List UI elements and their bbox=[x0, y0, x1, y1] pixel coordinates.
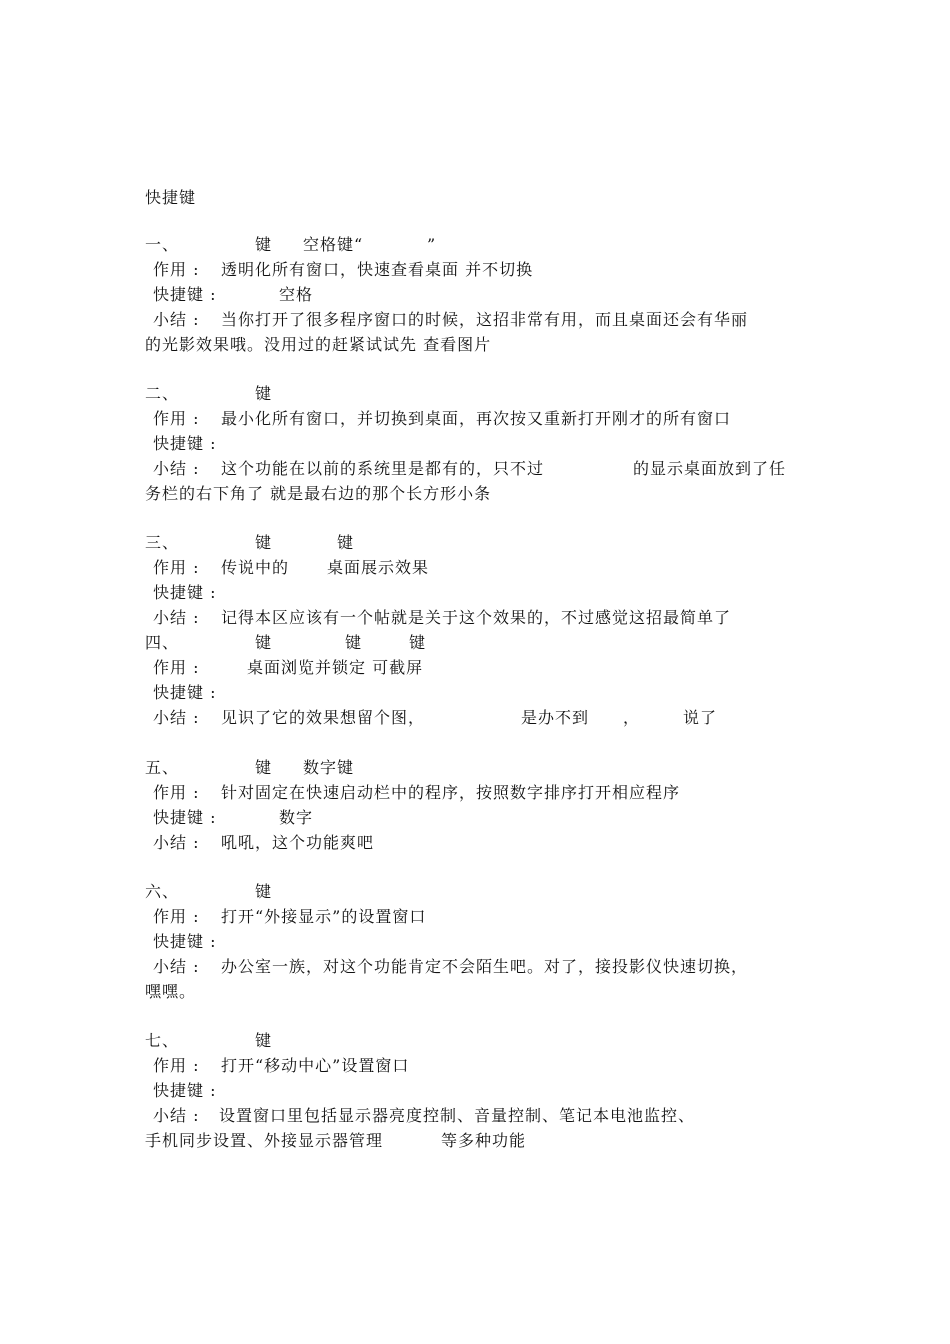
summary-text: 这个功能在以前的系统里是都有的，只不过 bbox=[221, 459, 545, 478]
summary-text: 等多种功能 bbox=[441, 1131, 527, 1150]
summary-text: ， bbox=[623, 708, 641, 727]
function-label: 作用 : bbox=[153, 1056, 200, 1075]
summary-text: 手机同步设置、外接显示器管理 bbox=[145, 1131, 384, 1150]
summary-label: 小结 : bbox=[153, 957, 200, 976]
function-label: 作用 : bbox=[153, 409, 200, 428]
key-label: 键 bbox=[255, 533, 273, 552]
key-label: 键 bbox=[255, 758, 273, 777]
shortcut-label: 快捷键 : bbox=[153, 434, 217, 453]
key-label: 键 bbox=[255, 1031, 273, 1050]
key-label: 键 bbox=[345, 633, 363, 652]
summary-label: 小结 : bbox=[153, 608, 200, 627]
key-label: 键 bbox=[255, 384, 273, 403]
key-label: 键 bbox=[255, 882, 273, 901]
shortcut-text: 空格 bbox=[279, 285, 314, 304]
key-label: 键 bbox=[255, 235, 273, 254]
shortcut-label: 快捷键 : bbox=[153, 583, 217, 602]
shortcut-label: 快捷键 : bbox=[153, 683, 217, 702]
key-label: 空格键“ bbox=[303, 235, 364, 254]
shortcut-label: 快捷键 : bbox=[153, 1081, 217, 1100]
function-label: 作用 : bbox=[153, 260, 200, 279]
section-1-summary-cont: 的光影效果哦。没用过的赶紧试试先 查看图片 bbox=[145, 335, 492, 354]
function-text: 最小化所有窗口，并切换到桌面，再次按又重新打开刚才的所有窗口 bbox=[221, 409, 732, 428]
key-label: 键 bbox=[409, 633, 427, 652]
summary-text: 当你打开了很多程序窗口的时候，这招非常有用，而且桌面还会有华丽 bbox=[221, 310, 749, 329]
key-label: 键 bbox=[337, 533, 355, 552]
function-text: 打开“移动中心”设置窗口 bbox=[221, 1056, 410, 1075]
shortcut-text: 数字 bbox=[279, 808, 314, 827]
function-text: 打开“外接显示”的设置窗口 bbox=[221, 907, 427, 926]
section-number: 四、 bbox=[145, 633, 180, 652]
quote-close: ” bbox=[427, 235, 437, 254]
section-number: 五、 bbox=[145, 758, 180, 777]
function-text: 针对固定在快速启动栏中的程序，按照数字排序打开相应程序 bbox=[221, 783, 681, 802]
shortcut-label: 快捷键 : bbox=[153, 808, 217, 827]
function-label: 作用 : bbox=[153, 783, 200, 802]
summary-label: 小结 : bbox=[153, 833, 200, 852]
section-6-summary-cont: 嘿嘿。 bbox=[145, 982, 197, 1001]
function-text: 传说中的 bbox=[221, 558, 290, 577]
summary-text: 吼吼，这个功能爽吧 bbox=[221, 833, 375, 852]
summary-text: 是办不到 bbox=[521, 708, 590, 727]
key-label: 键 bbox=[255, 633, 273, 652]
summary-text: 见识了它的效果想留个图， bbox=[221, 708, 426, 727]
summary-text: 说了 bbox=[683, 708, 718, 727]
section-2-summary-cont: 务栏的右下角了 就是最右边的那个长方形小条 bbox=[145, 484, 492, 503]
key-label: 数字键 bbox=[303, 758, 355, 777]
summary-label: 小结 : bbox=[153, 708, 200, 727]
function-text: 桌面展示效果 bbox=[327, 558, 430, 577]
summary-label: 小结 : bbox=[153, 310, 200, 329]
function-label: 作用 : bbox=[153, 558, 200, 577]
shortcut-label: 快捷键 : bbox=[153, 285, 217, 304]
doc-title: 快捷键 bbox=[145, 188, 197, 207]
section-number: 二、 bbox=[145, 384, 180, 403]
summary-label: 小结 : bbox=[153, 1106, 200, 1125]
section-number: 一、 bbox=[145, 235, 180, 254]
section-number: 三、 bbox=[145, 533, 180, 552]
summary-text: 的显示桌面放到了任 bbox=[633, 459, 787, 478]
function-label: 作用 : bbox=[153, 907, 200, 926]
function-text: 透明化所有窗口，快速查看桌面 并不切换 bbox=[221, 260, 534, 279]
summary-text: 记得本区应该有一个帖就是关于这个效果的，不过感觉这招最简单了 bbox=[221, 608, 732, 627]
section-number: 七、 bbox=[145, 1031, 180, 1050]
section-7-summary-cont bbox=[145, 1130, 527, 1218]
summary-label: 小结 : bbox=[153, 459, 200, 478]
function-label: 作用 : bbox=[153, 658, 200, 677]
function-text: 桌面浏览并锁定 可截屏 bbox=[247, 658, 424, 677]
summary-text: 办公室一族，对这个功能肯定不会陌生吧。对了，接投影仪快速切换， bbox=[221, 957, 749, 976]
shortcut-label: 快捷键 : bbox=[153, 932, 217, 951]
summary-text: 设置窗口里包括显示器亮度控制、音量控制、笔记本电池监控、 bbox=[219, 1106, 696, 1125]
section-number: 六、 bbox=[145, 882, 180, 901]
